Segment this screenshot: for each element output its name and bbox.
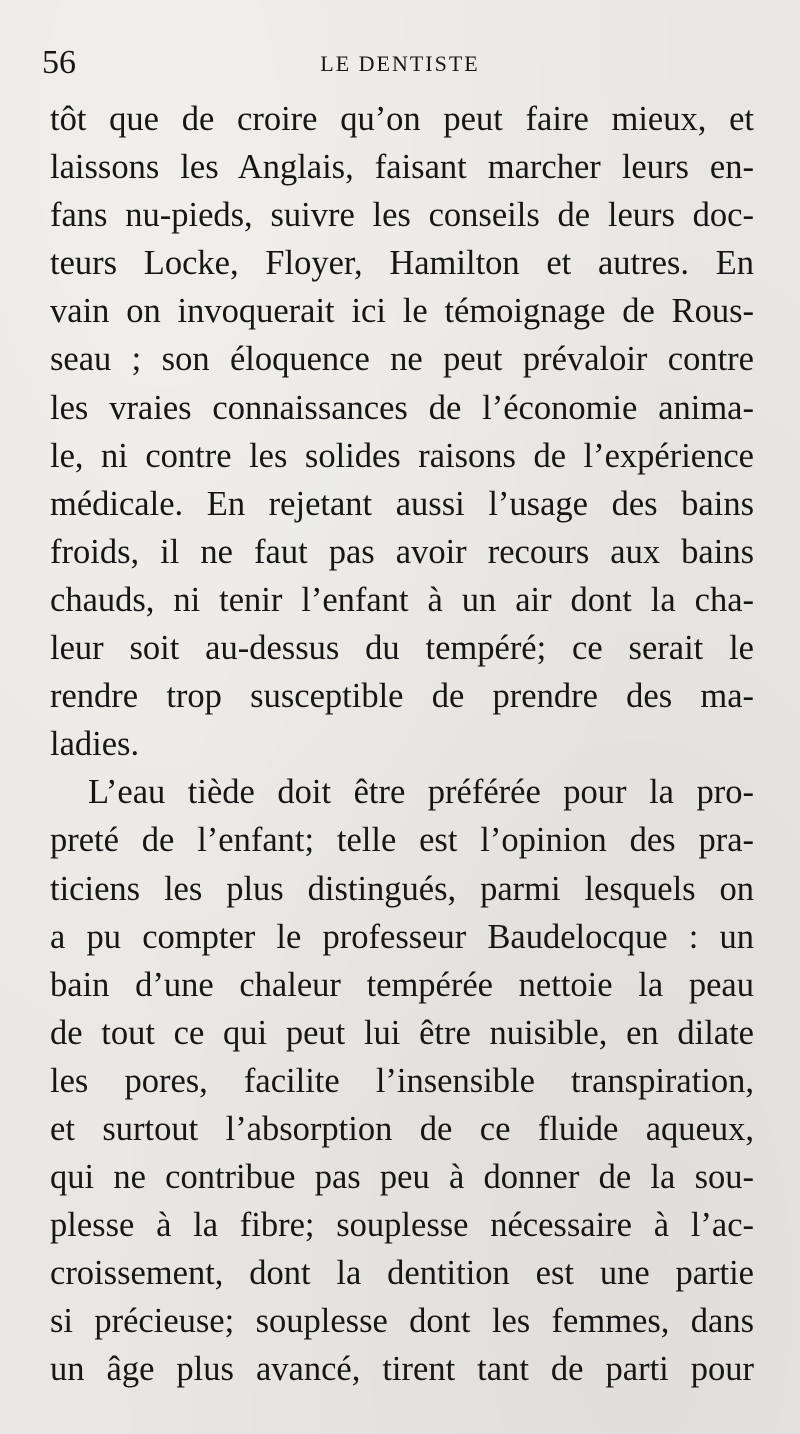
- text-line: et surtout l’absorption de ce fluide aqueux,: [50, 1109, 754, 1148]
- text-line: qui ne contribue pas peu à donner de la sou-: [50, 1158, 754, 1197]
- text-line: preté de l’enfant; telle est l’opinion des pra-: [50, 821, 754, 860]
- text-line: laissons les Anglais, faisant marcher leurs en-: [50, 148, 754, 187]
- text-line: L’eau tiède doit être préférée pour la pro-: [88, 773, 754, 812]
- text-line: leur soit au-dessus du tempéré; ce serait le: [50, 629, 754, 668]
- page-header: [42, 40, 758, 86]
- text-line: vain on invoquerait ici le témoignage de Rous-: [50, 292, 754, 331]
- text-line: ticiens les plus distingués, parmi lesquels on: [50, 869, 754, 908]
- text-line: bain d’une chaleur tempérée nettoie la peau: [50, 965, 754, 1004]
- text-line: si précieuse; souplesse dont les femmes, dans: [50, 1302, 754, 1341]
- text-line: croissement, dont la dentition est une partie: [50, 1254, 754, 1293]
- text-line: les vraies connaissances de l’économie anima-: [50, 388, 754, 427]
- text-line: teurs Locke, Floyer, Hamilton et autres. En: [50, 244, 754, 283]
- paragraph-2: [50, 768, 754, 1393]
- body-text: [50, 95, 754, 1394]
- text-line: tôt que de croire qu’on peut faire mieux, et: [50, 100, 754, 138]
- text-line: de tout ce qui peut lui être nuisible, en dilate: [50, 1013, 754, 1052]
- text-line: seau ; son éloquence ne peut prévaloir contre: [50, 340, 754, 379]
- text-line: le, ni contre les solides raisons de l’expérience: [50, 436, 754, 475]
- text-line: plesse à la fibre; souplesse nécessaire à l’ac-: [50, 1206, 754, 1245]
- page-number: 56: [42, 44, 76, 81]
- text-line: les pores, facilite l’insensible transpiration,: [50, 1061, 754, 1100]
- text-line: froids, il ne faut pas avoir recours aux bains: [50, 532, 754, 571]
- text-line: chauds, ni tenir l’enfant à un air dont la cha-: [50, 580, 754, 619]
- text-line: rendre trop susceptible de prendre des ma-: [50, 677, 754, 716]
- text-line: médicale. En rejetant aussi l’usage des bains: [50, 484, 754, 523]
- text-line: a pu compter le professeur Baudelocque : un: [50, 917, 754, 956]
- text-line: fans nu-pieds, suivre les conseils de leurs doc-: [50, 196, 754, 235]
- paragraph-1: [50, 95, 754, 768]
- running-title: LE DENTISTE: [320, 51, 480, 76]
- text-line: un âge plus avancé, tirent tant de parti pour: [50, 1350, 754, 1389]
- text-line: ladies.: [50, 725, 140, 764]
